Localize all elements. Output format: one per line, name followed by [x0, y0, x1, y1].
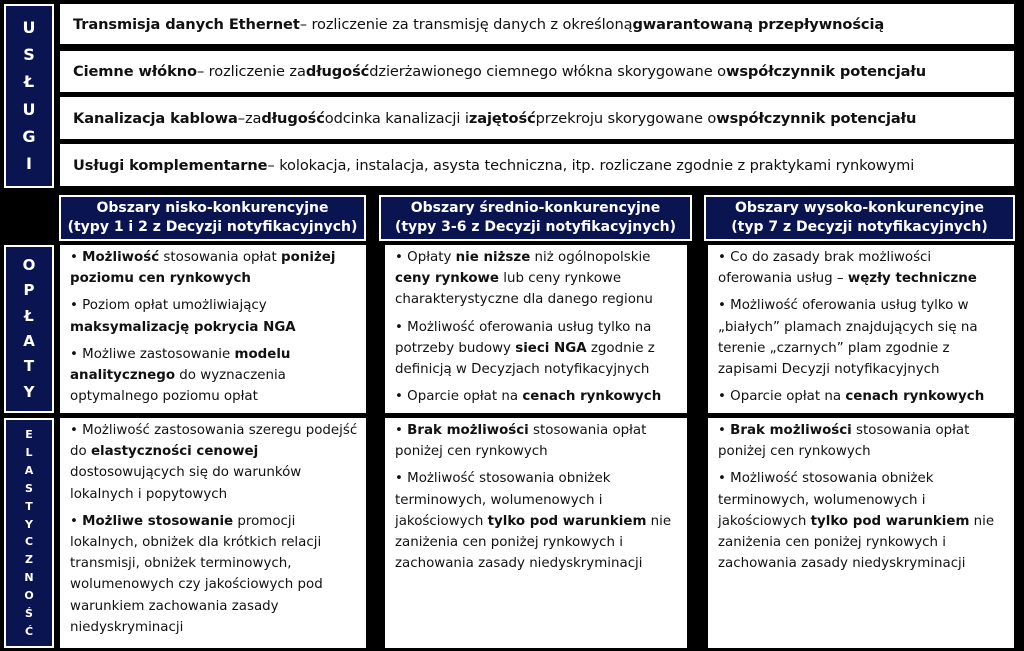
emphasis-text: Możliwe stosowanie	[82, 513, 234, 529]
emphasis-text: długość	[261, 109, 325, 127]
label-letter: Z	[25, 553, 33, 567]
text-run: przekroju skorygowane o	[535, 109, 717, 127]
bullet-item	[395, 247, 679, 311]
label-letter: U	[22, 17, 36, 37]
bullet-item	[395, 420, 679, 462]
label-letter: U	[22, 99, 36, 119]
column-title: Obszary nisko-konkurencyjne	[96, 200, 329, 216]
label-letter: Y	[23, 382, 35, 401]
text-run: • Oparcie opłat na	[718, 389, 846, 405]
bullet-item	[70, 295, 358, 337]
text-run: • Możliwe zastosowanie	[70, 346, 235, 362]
label-letter: E	[25, 428, 33, 442]
text-run: – rozliczenie za	[196, 63, 306, 80]
text-run: • Możliwość oferowania usług tylko w „białych” plamach znajdujących się na terenie „czarnych” plam zgodnie z zapisami Decyzji notyfikacyjnych	[718, 298, 978, 378]
text-run: •	[70, 513, 83, 529]
emphasis-text: poniżej poziomu cen rynkowych	[70, 250, 336, 287]
column-header-nisko	[59, 195, 366, 241]
label-letter: Ł	[23, 72, 35, 92]
emphasis-text: Usługi komplementarne	[73, 156, 268, 174]
text-run: – rozliczenie za transmisję danych z określoną	[299, 15, 633, 33]
emphasis-text: modelu analitycznego	[70, 346, 291, 384]
text-run: –za	[237, 109, 262, 127]
text-run: zgodnie z definicją w Decyzjach notyfikacyjnych	[395, 340, 655, 378]
text-run: •	[70, 250, 83, 265]
text-run: stosowania opłat poniżej cen rynkowych	[718, 423, 970, 460]
label-oplaty	[4, 245, 54, 413]
label-letter: A	[23, 332, 35, 351]
label-letter: S	[25, 481, 33, 495]
service-row-ethernet	[60, 4, 1014, 44]
bullet-item	[70, 247, 358, 289]
bullet-item	[70, 420, 358, 505]
bullet-item	[395, 468, 679, 574]
text-run: nie zaniżenia cen poniżej rynkowych i zachowania zasady niedyskryminacji	[718, 513, 995, 572]
text-run: • Możliwość oferowania usług tylko na potrzeby budowy	[395, 319, 652, 356]
emphasis-text: współczynnik potencjału	[716, 109, 917, 127]
text-run: • Możliwość stosowania obniżek terminowych, wolumenowych i jakościowych	[718, 471, 934, 529]
emphasis-text: tylko pod warunkiem	[487, 513, 647, 529]
bullet-item	[718, 420, 1006, 462]
emphasis-text: tylko pod warunkiem	[810, 513, 970, 529]
text-run: lub ceny rynkowe charakterystyczne dla danego regionu	[395, 271, 653, 308]
text-run: promocji lokalnych, obniżek dla krótkich relacji transmisji, obniżek terminowych, wolumenowych czy jakościowych pod warunkiem zachowania zasady niedyskryminacji	[70, 513, 323, 635]
emphasis-text: Możliwość	[82, 250, 160, 265]
oplaty-cell-srednio	[385, 245, 687, 413]
service-row-uslugi-komplementarne	[60, 144, 1014, 186]
service-row-kanalizacja	[60, 97, 1014, 139]
text-run: stosowania opłat poniżej cen rynkowych	[395, 423, 647, 460]
emphasis-text: sieci NGA	[515, 340, 587, 356]
label-letter: T	[25, 499, 33, 513]
emphasis-text: Ciemne włókno	[73, 63, 197, 80]
label-letter: S	[23, 44, 35, 64]
service-row-ciemne-wlokno	[60, 51, 1014, 92]
text-run: • Możliwość zastosowania szeregu podejść do	[70, 423, 358, 460]
bullet-item	[70, 344, 358, 408]
label-letter: Y	[25, 517, 33, 531]
emphasis-text: ceny rynkowe	[395, 271, 500, 287]
column-header-srednio	[379, 195, 692, 241]
text-run: • Co do zasady brak możliwości oferowania usług –	[718, 250, 932, 287]
emphasis-text: maksymalizację pokrycia NGA	[70, 319, 296, 335]
column-subtitle: (typy 3-6 z Decyzji notyfikacyjnych)	[394, 219, 677, 235]
label-letter: G	[22, 126, 36, 146]
column-subtitle: (typ 7 z Decyzji notyfikacyjnych)	[731, 219, 988, 235]
oplaty-cell-nisko	[60, 245, 366, 413]
elastycznosc-cell-nisko	[60, 418, 366, 648]
text-run: nie zaniżenia cen poniżej rynkowych i zachowania zasady niedyskryminacji	[395, 513, 672, 572]
text-run: dzierżawionego ciemnego włókna skorygowane o	[369, 63, 726, 80]
label-letter: O	[24, 588, 34, 602]
emphasis-text: Brak możliwości	[730, 423, 852, 438]
label-letter: I	[26, 154, 32, 174]
bullet-item	[395, 386, 679, 407]
bullet-item	[718, 295, 1006, 380]
bullet-item	[718, 468, 1006, 574]
label-uslugi	[4, 4, 54, 188]
emphasis-text: cenach rynkowych	[522, 389, 662, 405]
text-run: niż ogólnopolskie	[530, 250, 651, 265]
text-run: – kolokacja, instalacja, asysta techniczna, itp. rozliczane zgodnie z praktykami rynkowymi	[267, 156, 915, 174]
emphasis-text: węzły techniczne	[847, 271, 977, 287]
label-letter: Ł	[24, 306, 34, 325]
text-run: • Opłaty	[395, 250, 456, 265]
column-title: Obszary wysoko-konkurencyjne	[735, 200, 984, 216]
text-run: • Poziom opłat umożliwiający	[70, 298, 267, 314]
text-run: •	[395, 423, 408, 438]
text-run: odcinka kanalizacji i	[324, 109, 469, 127]
label-letter: T	[23, 357, 35, 376]
text-run: •	[718, 423, 731, 438]
bullet-item	[70, 511, 358, 638]
text-run: dostosowujących się do warunków lokalnych i popytowych	[70, 465, 302, 502]
label-letter: O	[22, 256, 36, 275]
label-letter: Ś	[25, 606, 33, 620]
label-letter: A	[24, 464, 34, 478]
oplaty-cell-wysoko	[708, 245, 1014, 413]
emphasis-text: nie niższe	[455, 250, 531, 265]
label-elastycznosc	[4, 418, 54, 648]
text-run: stosowania opłat	[159, 250, 282, 265]
emphasis-text: współczynnik potencjału	[725, 63, 926, 80]
emphasis-text: Kanalizacja kablowa	[73, 109, 238, 127]
label-letter: P	[23, 281, 35, 300]
emphasis-text: Transmisja danych Ethernet	[73, 15, 300, 33]
bullet-item	[718, 247, 1006, 289]
column-title: Obszary średnio-konkurencyjne	[410, 200, 661, 216]
text-run: • Możliwość stosowania obniżek terminowych, wolumenowych i jakościowych	[395, 471, 611, 529]
emphasis-text: zajętość	[468, 109, 536, 127]
emphasis-text: elastyczności cenowej	[90, 444, 259, 460]
elastycznosc-cell-wysoko	[708, 418, 1014, 648]
text-run: do wyznaczenia optymalnego poziomu opłat	[70, 368, 286, 405]
label-letter: Ć	[24, 624, 34, 638]
bullet-item	[718, 386, 1006, 407]
elastycznosc-cell-srednio	[385, 418, 687, 648]
emphasis-text: długość	[305, 63, 370, 80]
label-letter: L	[25, 446, 33, 460]
emphasis-text: cenach rynkowych	[845, 389, 985, 405]
label-letter: N	[24, 571, 34, 585]
emphasis-text: Brak możliwości	[407, 423, 529, 438]
label-letter: C	[24, 535, 34, 549]
bullet-item	[395, 317, 679, 381]
column-header-wysoko	[704, 195, 1015, 241]
emphasis-text: gwarantowaną przepływnością	[632, 15, 885, 33]
text-run: • Oparcie opłat na	[395, 389, 523, 405]
column-subtitle: (typy 1 i 2 z Decyzji notyfikacyjnych)	[67, 219, 358, 235]
